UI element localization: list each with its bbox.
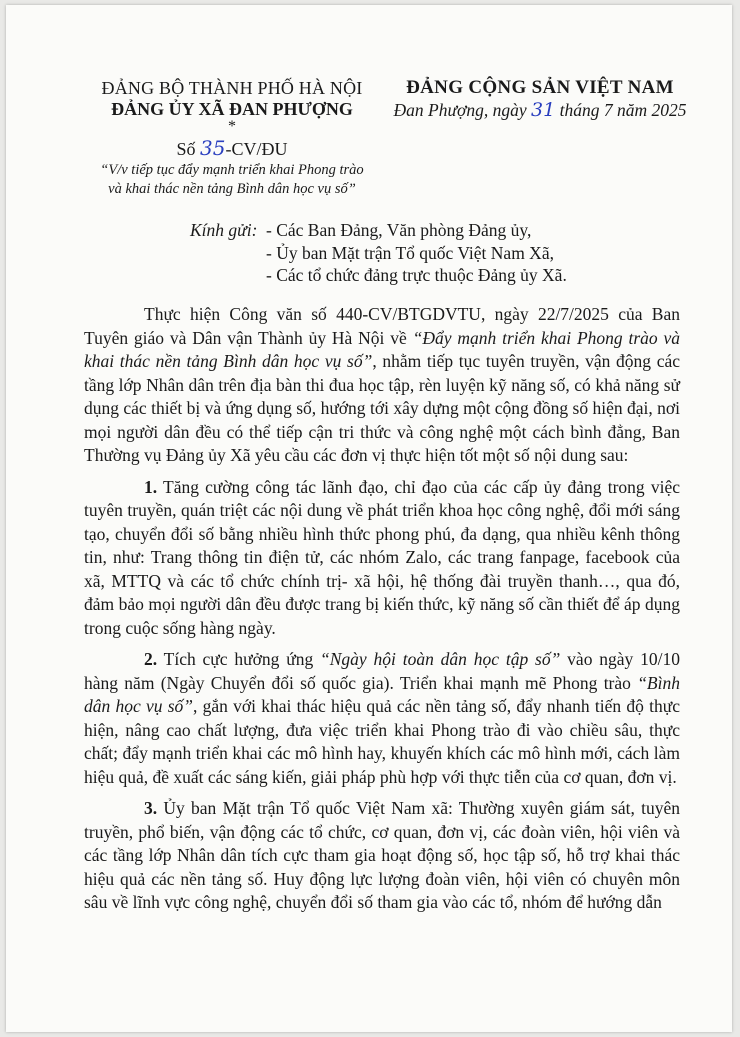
recipient-item: - Ủy ban Mặt trận Tổ quốc Việt Nam Xã, [266,242,554,263]
issuer-parent-org: ĐẢNG BỘ THÀNH PHỐ HÀ NỘI [101,78,363,98]
item-2-quote-1: “Ngày hội toàn dân học tập số” [320,649,561,669]
issuer-org: ĐẢNG ỦY XÃ ĐAN PHƯỢNG [111,99,353,119]
number-prefix: Số [176,139,196,159]
item-3-paragraph: 3. Ủy ban Mặt trận Tổ quốc Việt Nam xã: Thường xuyên giám sát, tuyên truyền, phổ biến, vận động các tổ chức, cơ quan, đơn vị, các đoàn viên, hội viên và các tầng lớp Nhân dân tích cực tham gia hoạt động số, học tập số, hỗ trợ khai thác hiệu quả các nền tảng số. Huy động lực lượng đoàn viên, hội viên có chuyên môn sâu về lĩnh vực công nghệ, chuyển đổi số tham gia vào các tổ, nhóm để hướng dẫn [84,798,680,912]
document-body [84,303,680,923]
date-prefix: Đan Phượng, ngày [393,100,527,120]
subject-line-2: và khai thác nền tảng Bình dân học vụ số” [108,181,356,197]
recipient-item: - Các tổ chức đảng trực thuộc Đảng ủy Xã. [266,265,567,285]
item-number: 3. [144,798,158,818]
handwritten-number: 35 [200,136,226,160]
item-2-quote-2: “Bình dân học vụ số” [84,672,680,716]
recipients-block [190,219,567,287]
number-suffix: -CV/ĐU [225,139,288,159]
item-1-paragraph: 1. Tăng cường công tác lãnh đạo, chỉ đạo của các cấp ủy đảng trong việc tuyên truyền, quán triệt các nội dung về phát triển khoa học công nghệ, đổi mới sáng tạo, chuyển đổi số bằng nhiều hình thức phong phú, đa dạng, qua nhiều kênh thông tin, như: Trang thông tin điện tử, các nhóm Zalo, các trang fanpage, facebook của xã, MTTQ và các tổ chức chính trị- xã hội, hệ thống đài truyền thanh…, qua đó, đảm bảo mọi người dân đều được trang bị kiến thức, kỹ năng số cần thiết để áp dụng trong cuộc sống hàng ngày. [84,476,680,638]
item-2-paragraph: 2. Tích cực hưởng ứng “Ngày hội toàn dân học tập số” vào ngày 10/10 hàng năm (Ngày Chuyển đổi số quốc gia). Triển khai mạnh mẽ Phong trào “Bình dân học vụ số”, gắn với khai thác hiệu quả các nền tảng số, đẩy nhanh tiến độ thực hiện, nâng cao chất lượng, đưa việc triển khai Phong trào đi vào chiều sâu, thực chất; đẩy mạnh triển khai các mô hình hay, khuyến khích các mô hình mới, cách làm hiệu quả, đề xuất các sáng kiến, giải pháp phù hợp với thực tiễn của cơ quan, đơn vị. [84,649,680,787]
date-suffix: tháng 7 năm 2025 [559,100,687,120]
recipients-label: Kính gửi: [190,220,258,240]
party-header [392,77,688,121]
document-number [82,137,382,160]
issuer-header [82,77,382,198]
issuer-star: * [228,118,236,135]
party-name: ĐẢNG CỘNG SẢN VIỆT NAM [406,77,674,98]
subject-line-1: “V/v tiếp tục đẩy mạnh triển khai Phong trào [100,162,364,178]
recipient-item: - Các Ban Đảng, Văn phòng Đảng ủy, [266,220,532,240]
handwritten-day: 31 [531,99,556,121]
document-date [392,99,688,121]
item-number: 2. [144,649,158,669]
document-page [6,5,732,1032]
intro-paragraph: Thực hiện Công văn số 440-CV/BTGDVTU, ngày 22/7/2025 của Ban Tuyên giáo và Dân vận Thành ủy Hà Nội về “Đẩy mạnh triển khai Phong trào và khai thác nền tảng Bình dân học vụ số”, nhằm tiếp tục tuyên truyền, vận động các tầng lớp Nhân dân trên địa bàn thi đua học tập, rèn luyện kỹ năng số, có khả năng sử dụng các thiết bị và ứng dụng số, hướng tới xây dựng một cộng đồng số hiện đại, nơi mọi người dân đều có thể tiếp cận tri thức và công nghệ một cách bình đẳng, Ban Thường vụ Đảng ủy Xã yêu cầu các đơn vị thực hiện tốt một số nội dung sau: [84,304,680,465]
intro-quote: “Đẩy mạnh triển khai Phong trào và khai thác nền tảng Bình dân học vụ số” [84,327,680,371]
item-number: 1. [144,476,158,497]
